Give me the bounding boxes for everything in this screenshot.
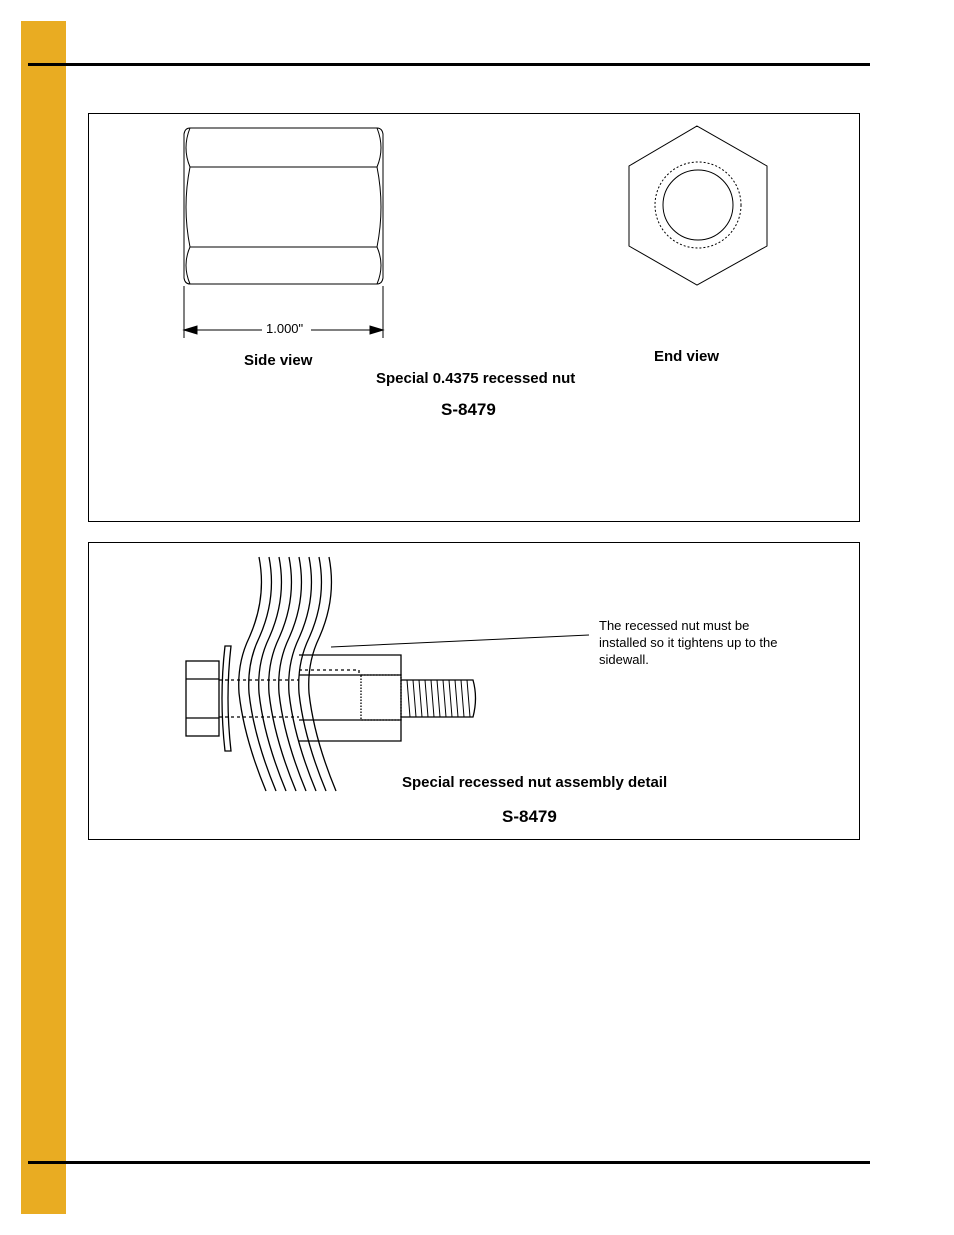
sidewall-sheets-shape — [239, 557, 336, 791]
bolt-thread-shape — [401, 680, 476, 717]
assembly-title: Special recessed nut assembly detail — [402, 774, 668, 791]
assembly-note: The recessed nut must be installed so it tightens up to the sidewall. — [599, 618, 778, 667]
dimension-label: 1.000" — [266, 321, 304, 336]
nut-title: Special 0.4375 recessed nut — [376, 370, 576, 387]
header-rule — [28, 63, 870, 66]
nut-part-number: S-8479 — [441, 400, 496, 419]
assembly-part-number: S-8479 — [502, 807, 557, 826]
nut-line-drawing — [89, 114, 861, 523]
recessed-nut-shape — [299, 655, 401, 741]
bolt-head-shape — [186, 661, 219, 736]
footer-rule — [28, 1161, 870, 1164]
washer-shape — [222, 646, 231, 751]
assembly-drawing-panel — [88, 542, 860, 840]
note-leader-line — [331, 635, 589, 647]
nut-side-view-shape — [184, 128, 383, 284]
side-color-band — [21, 21, 66, 1214]
end-view-label: End view — [654, 348, 720, 365]
side-view-label: Side view — [244, 352, 313, 369]
nut-end-view-shape — [629, 126, 767, 285]
nut-drawing-panel — [88, 113, 860, 522]
assembly-line-drawing — [89, 543, 861, 841]
